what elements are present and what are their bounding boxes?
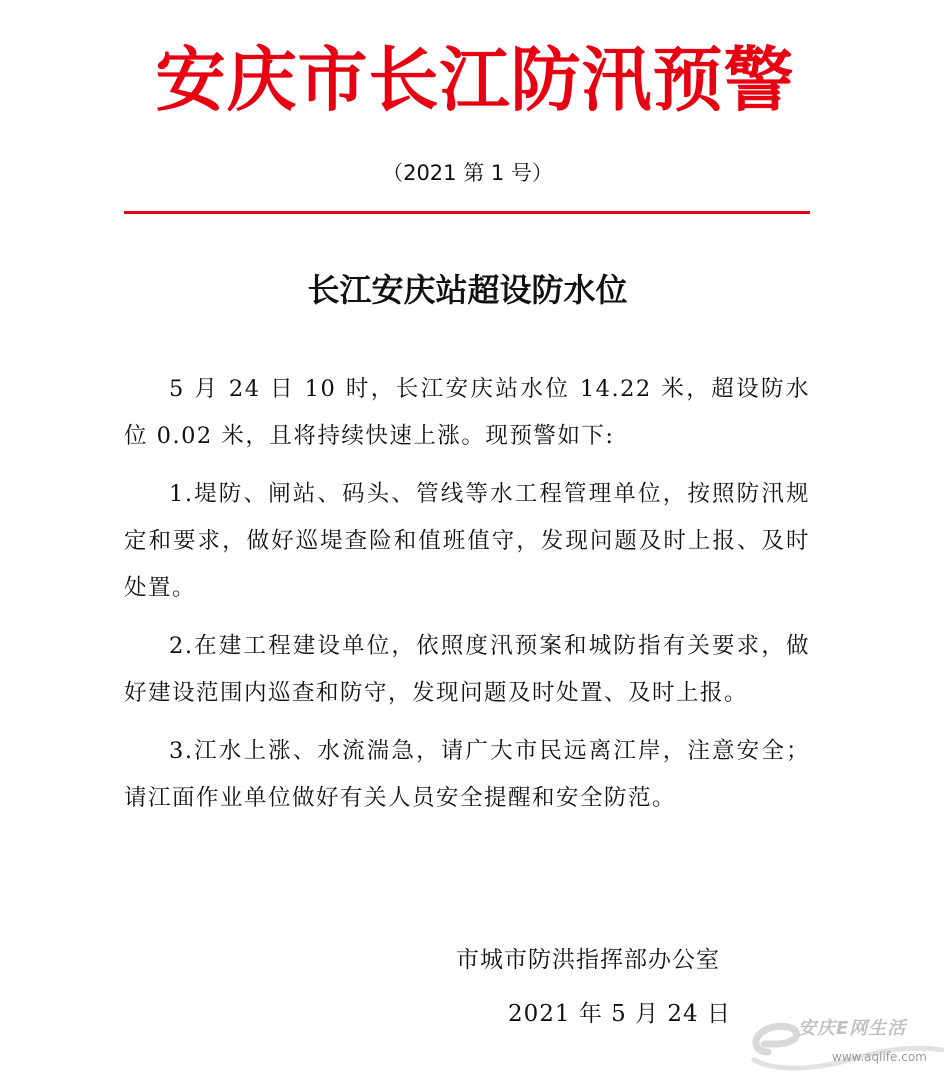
- document-header-title: 安庆市长江防汛预警: [155, 38, 795, 121]
- body-paragraph-3: 3.江水上涨、水流湍急，请广大市民远离江岸，注意安全；请江面作业单位做好有关人员安全提醒和安全防范。: [124, 738, 810, 811]
- watermark-e-icon: [746, 1006, 946, 1086]
- document-body: [124, 366, 810, 822]
- document-number: （2021 第 1 号）: [382, 161, 553, 185]
- body-paragraph-intro: 5 月 24 日 10 时，长江安庆站水位 14.22 米，超设防水位 0.02 米，且将持续快速上涨。现预警如下:: [124, 376, 810, 449]
- watermark-logo: [746, 1006, 946, 1086]
- signature-organization: 市城市防洪指挥部办公室: [456, 947, 720, 973]
- signature-date: 2021 年 5 月 24 日: [508, 1001, 731, 1027]
- document-subject: 长江安庆站超设防水位: [307, 271, 628, 309]
- watermark-text: 安庆E网生活: [798, 1018, 907, 1039]
- watermark-url: www.aqlife.com: [832, 1050, 927, 1064]
- header-divider: [124, 211, 810, 214]
- body-paragraph-2: 2.在建工程建设单位，依照度汛预案和城防指有关要求，做好建设范围内巡查和防守，发现问题及时处置、及时上报。: [124, 633, 810, 706]
- body-paragraph-1: 1.堤防、闸站、码头、管线等水工程管理单位，按照防汛规定和要求，做好巡堤查险和值班值守，发现问题及时上报、及时处置。: [124, 481, 810, 601]
